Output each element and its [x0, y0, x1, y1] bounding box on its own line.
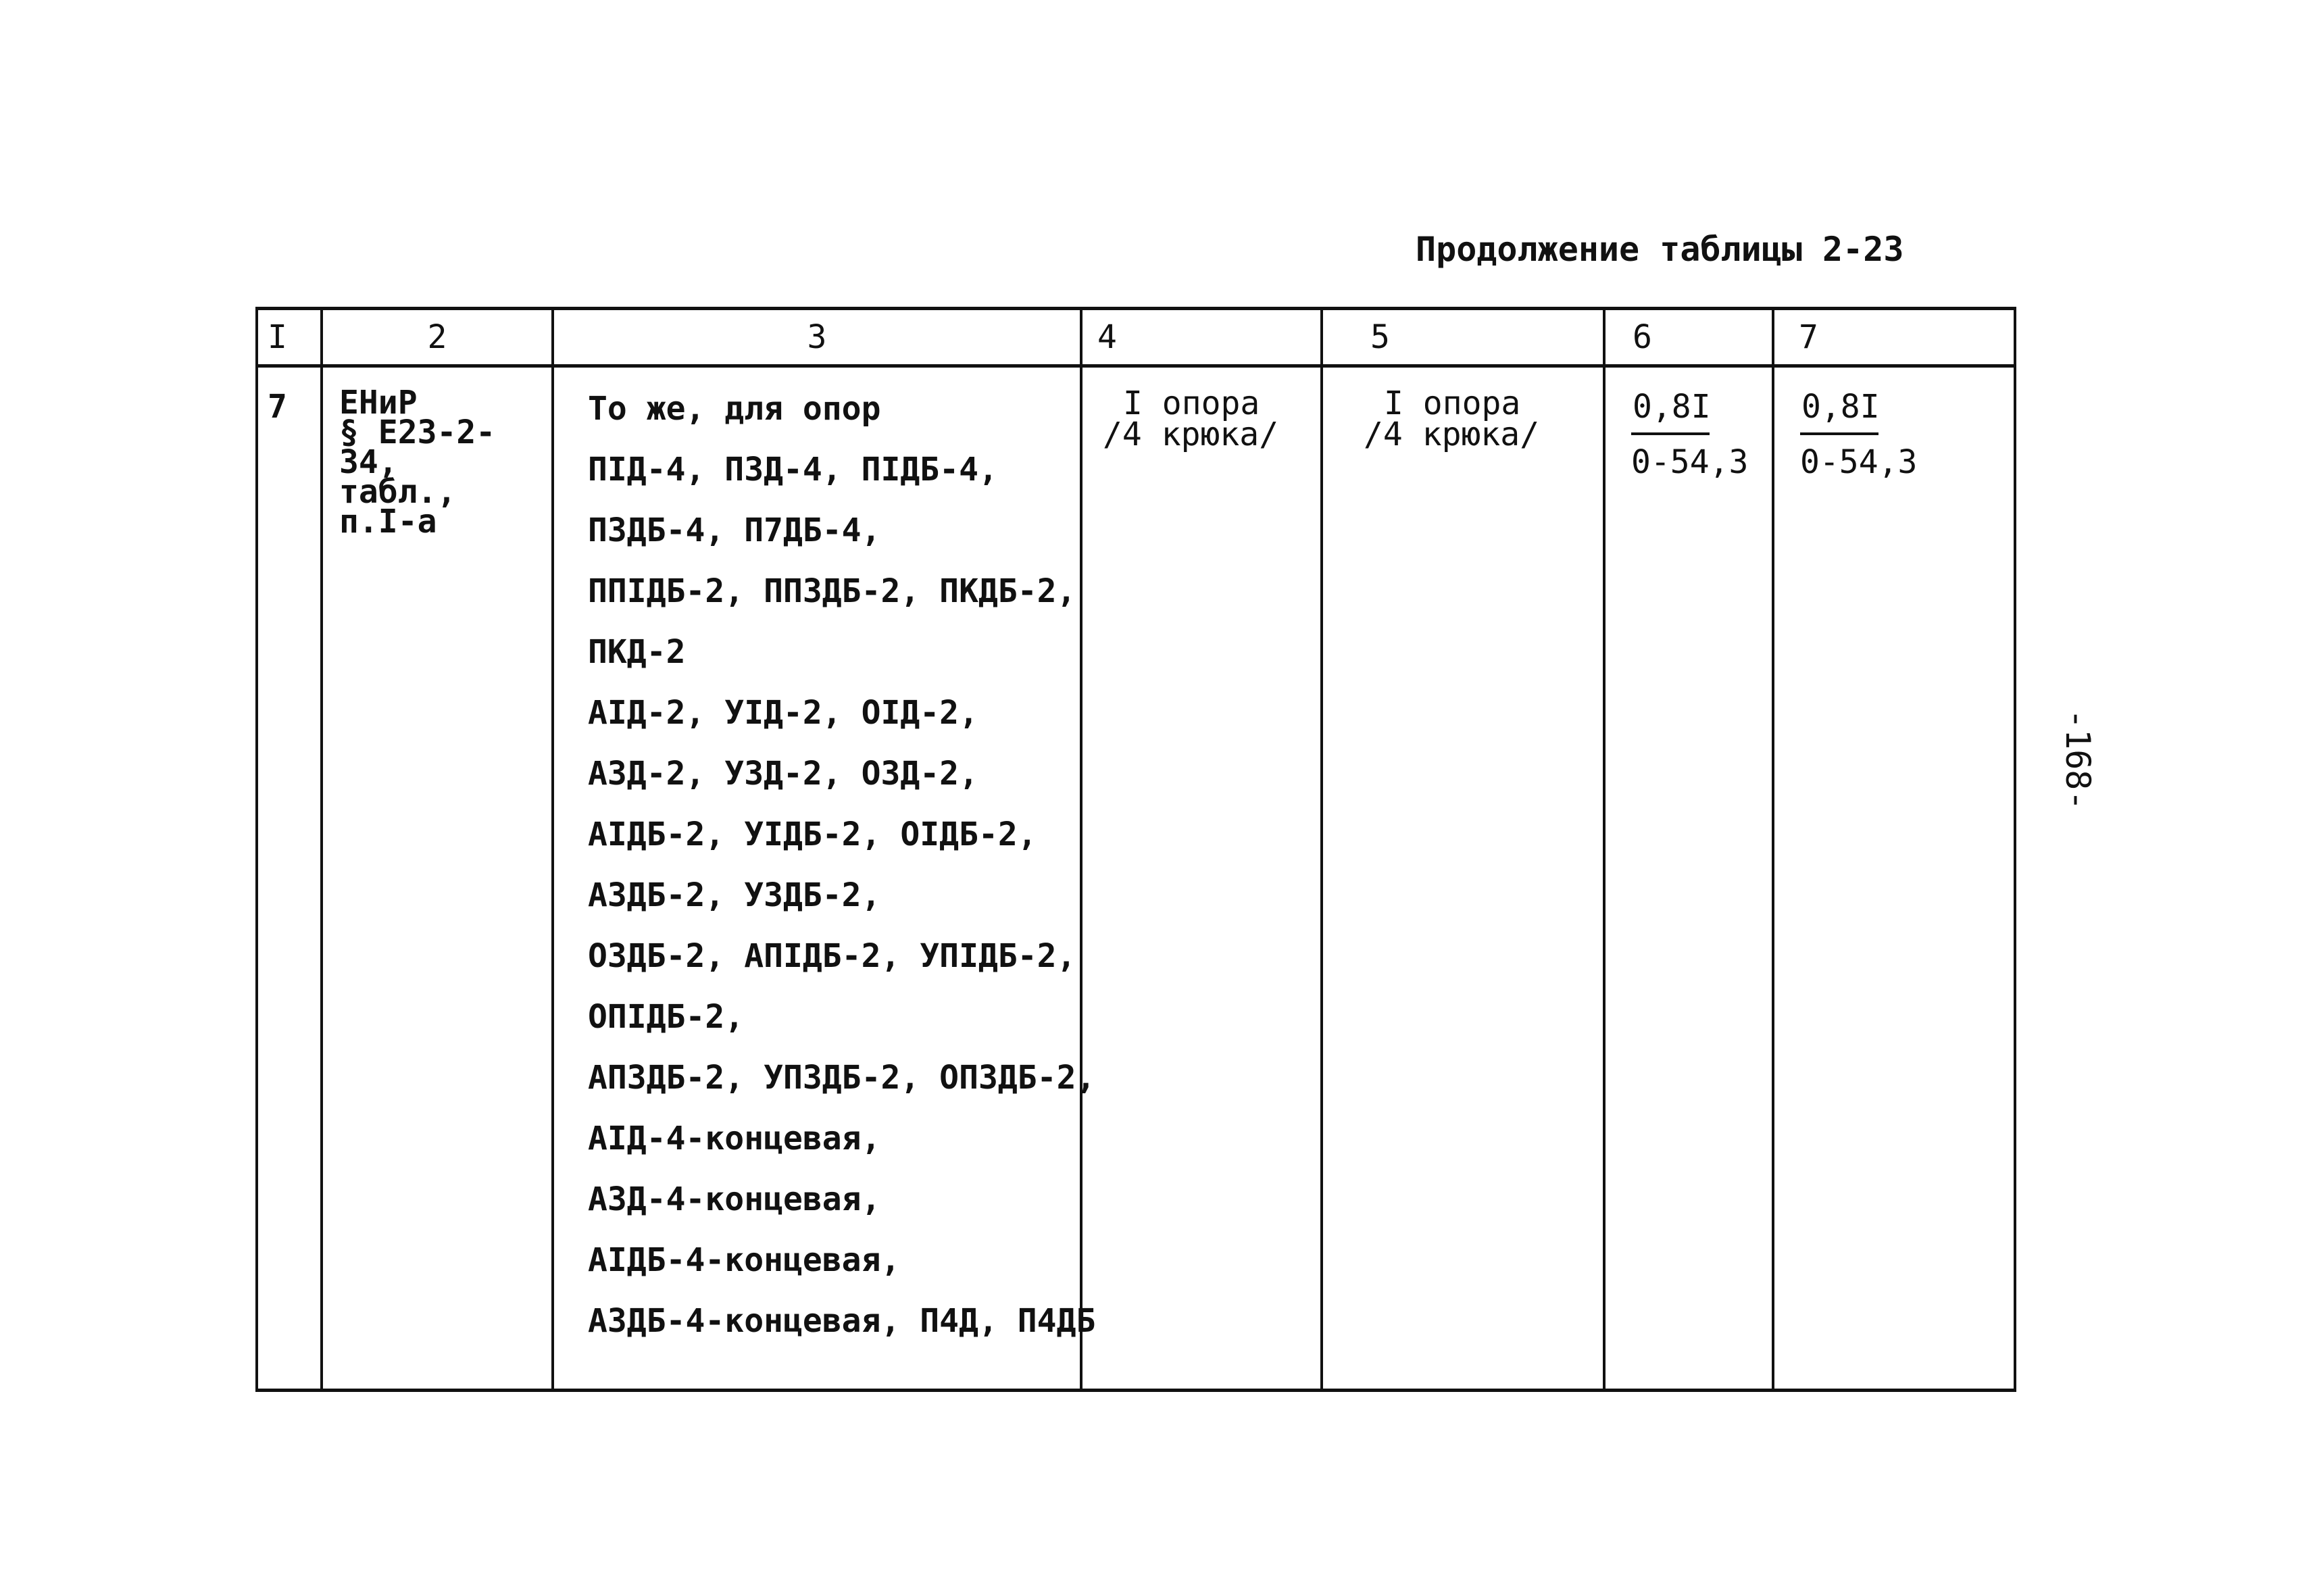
- page-number: -168-: [2058, 709, 2097, 811]
- description-line: А3Д-2, У3Д-2, О3Д-2,: [588, 755, 978, 793]
- description-line: АIД-4-концевая,: [588, 1120, 881, 1157]
- unit-cell-col4: [1081, 366, 1322, 1391]
- reference-line: § Е23-2-34,: [339, 414, 496, 481]
- fraction-cell-col7: [1773, 366, 2015, 1391]
- description-line: АП3ДБ-2, УП3ДБ-2, ОП3ДБ-2,: [588, 1059, 1096, 1097]
- unit-line: /4 крюка/: [1103, 416, 1279, 453]
- row-number-cell: [257, 366, 322, 1391]
- unit-line: /4 крюка/: [1364, 416, 1540, 453]
- header-row: [257, 309, 2015, 366]
- description-line: ПIД-4, П3Д-4, ПIДБ-4,: [588, 451, 998, 489]
- table-continuation-caption: Продолжение таблицы 2-23: [1416, 230, 1904, 269]
- fraction-denominator: 0-54,3: [1800, 443, 1918, 481]
- header-col-4: 4: [1081, 309, 1322, 366]
- description-cell: [553, 366, 1096, 1391]
- description-line: АIД-2, УIД-2, ОIД-2,: [588, 694, 978, 732]
- fraction-denominator: 0-54,3: [1631, 443, 1749, 481]
- fraction: [1791, 388, 1917, 481]
- header-col-3: 3: [553, 309, 1081, 366]
- description-line: А3ДБ-4-концевая, П4Д, П4ДБ: [588, 1302, 1096, 1340]
- header-col-2: 2: [322, 309, 553, 366]
- description-line: О3ДБ-2, АПIДБ-2, УПIДБ-2,: [588, 937, 1076, 975]
- header-col-5: 5: [1322, 309, 1604, 366]
- fraction-numerator: 0,8I: [1631, 388, 1710, 435]
- description-line: ПКД-2: [588, 633, 686, 671]
- unit-cell-col5: [1322, 366, 1604, 1391]
- description-line: П3ДБ-4, П7ДБ-4,: [588, 512, 881, 549]
- reference-line: табл.,: [339, 473, 457, 511]
- fraction-numerator: 0,8I: [1800, 388, 1878, 435]
- norms-table: [255, 307, 2016, 1392]
- fraction: [1622, 388, 1748, 481]
- unit-line: I опора: [1123, 384, 1260, 422]
- header-col-6: 6: [1604, 309, 1773, 366]
- description-line: АIДБ-4-концевая,: [588, 1241, 901, 1279]
- unit-line: I опора: [1384, 384, 1521, 422]
- reference-line: ЕНиР: [339, 384, 418, 422]
- description-line: То же, для опор: [588, 390, 881, 428]
- description-line: А3Д-4-концевая,: [588, 1180, 881, 1218]
- row-number: 7: [268, 388, 287, 426]
- header-col-1: I: [257, 309, 322, 366]
- header-col-7: 7: [1773, 309, 2015, 366]
- reference-cell: [322, 366, 553, 1391]
- reference-line: п.I-а: [339, 503, 437, 541]
- description-line: АIДБ-2, УIДБ-2, ОIДБ-2,: [588, 816, 1037, 853]
- fraction-cell-col6: [1604, 366, 1773, 1391]
- description-line: А3ДБ-2, У3ДБ-2,: [588, 876, 881, 914]
- table-row: [257, 366, 2015, 1391]
- description-line: ОПIДБ-2,: [588, 998, 745, 1036]
- description-line: ППIДБ-2, ПП3ДБ-2, ПКДБ-2,: [588, 572, 1076, 610]
